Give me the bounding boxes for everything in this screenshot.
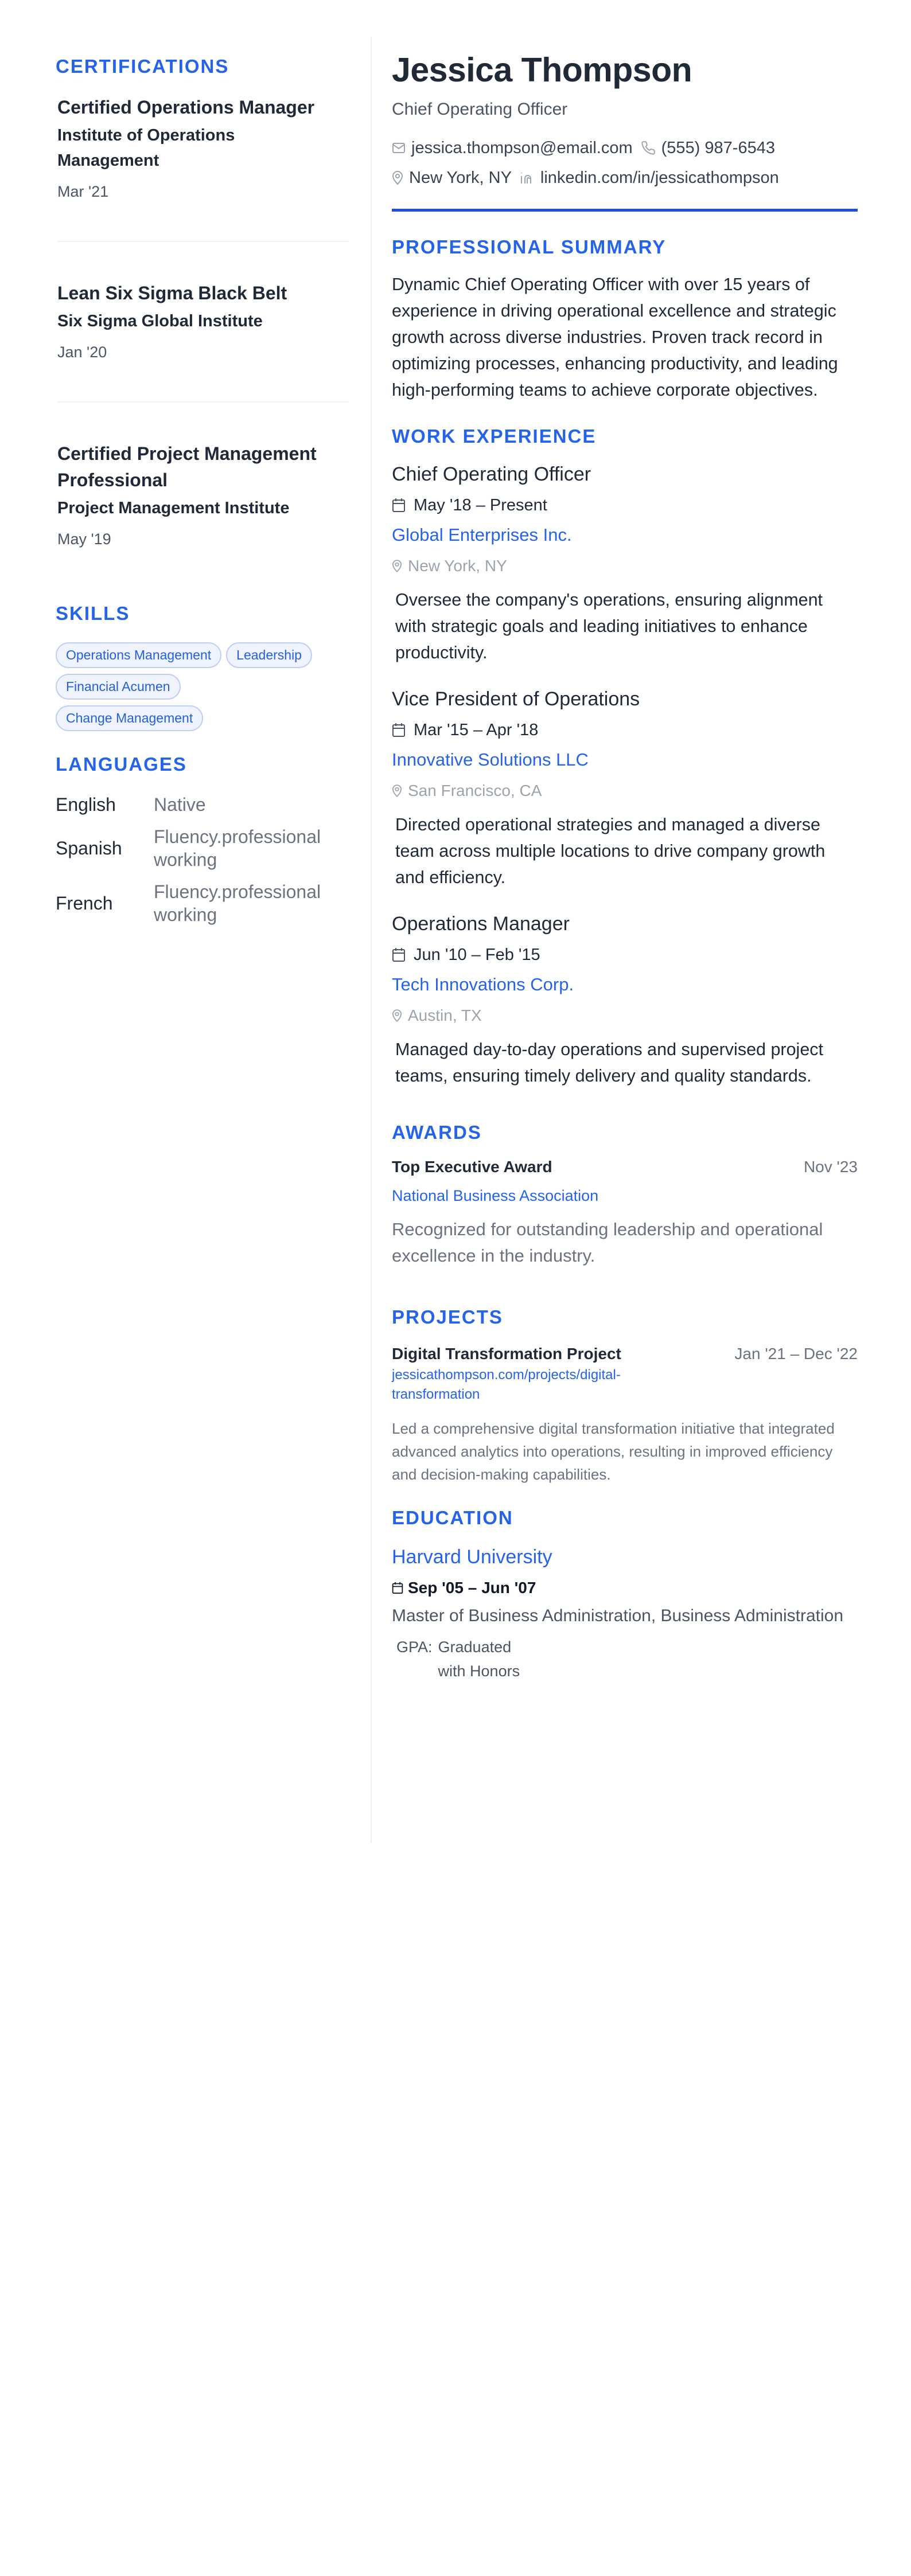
job-description: Directed operational strategies and managed a diverse team across multiple locations to drive company growth and efficiency. [395, 815, 826, 887]
language-name: French [56, 892, 113, 914]
languages-section [56, 753, 354, 926]
certification-name: Certified Operations Manager [57, 97, 315, 118]
project-name: Digital Transformation Project [392, 1345, 621, 1363]
language-row [56, 825, 354, 871]
gpa-label: GPA: [396, 1638, 433, 1656]
education-school: Harvard University [392, 1546, 552, 1568]
certification-name: Lean Six Sigma Black Belt [57, 283, 287, 303]
summary-section [392, 236, 858, 403]
skill-chip: Operations Management [56, 642, 221, 668]
skill-chip: Leadership [226, 642, 312, 668]
job-location-text: New York, NY [408, 557, 507, 575]
job-location-text: Austin, TX [408, 1006, 482, 1024]
section-title-summary: PROFESSIONAL SUMMARY [392, 236, 667, 257]
language-row [56, 793, 354, 816]
contact-linkedin[interactable] [520, 163, 779, 193]
job-dates-text: Jun '10 – Feb '15 [414, 946, 540, 964]
section-title-experience: WORK EXPERIENCE [392, 426, 597, 447]
candidate-title: Chief Operating Officer [392, 100, 568, 119]
award-date: Nov '23 [803, 1158, 858, 1176]
contact-info [392, 133, 858, 193]
job-location [392, 1003, 858, 1028]
sidebar [56, 55, 354, 935]
phone-icon [641, 140, 656, 155]
calendar-icon [392, 723, 406, 737]
job-dates [392, 717, 858, 743]
header-divider [392, 209, 858, 212]
linkedin-text: linkedin.com/in/jessicathompson [540, 169, 779, 187]
mail-icon [392, 142, 406, 154]
certification-date: Jan '20 [57, 344, 107, 361]
certification-issuer: Project Management Institute [57, 499, 290, 517]
language-row [56, 880, 354, 926]
experience-section [392, 425, 858, 1089]
language-level: Fluency.professional working [154, 881, 321, 925]
divider [57, 401, 348, 403]
certification-date: May '19 [57, 530, 111, 548]
gpa-value: Graduated with Honors [438, 1638, 520, 1680]
contact-row [392, 163, 858, 193]
project-dates: Jan '21 – Dec '22 [734, 1345, 858, 1363]
calendar-icon [392, 498, 406, 513]
contact-row [392, 133, 858, 163]
main-content [392, 49, 858, 1683]
education-section [392, 1506, 858, 1683]
skills-list [56, 642, 354, 731]
job-description: Managed day-to-day operations and supervised project teams, ensuring timely delivery and quality standards. [395, 1040, 824, 1086]
language-name: English [56, 794, 116, 815]
job-title: Chief Operating Officer [392, 463, 591, 485]
map-pin-icon [392, 170, 403, 185]
resume-header [392, 49, 858, 212]
certification-date: Mar '21 [57, 183, 109, 200]
award-header [392, 1158, 858, 1176]
section-title-education: EDUCATION [392, 1507, 513, 1528]
certification-item [56, 280, 354, 364]
award-description: Recognized for outstanding leadership and operational excellence in the industry. [392, 1219, 823, 1266]
phone-text: (555) 987-6543 [661, 139, 775, 157]
job-title: Vice President of Operations [392, 688, 640, 710]
language-level: Native [154, 794, 206, 815]
experience-item [392, 910, 858, 1089]
candidate-name: Jessica Thompson [392, 51, 692, 89]
project-link[interactable]: jessicathompson.com/projects/digital-transformation [392, 1367, 621, 1402]
job-dates-text: May '18 – Present [414, 496, 547, 514]
projects-section [392, 1306, 858, 1486]
calendar-icon [392, 1582, 403, 1594]
certification-issuer: Institute of Operations Management [57, 126, 235, 170]
award-item [392, 1158, 858, 1269]
certification-item [56, 94, 354, 203]
education-item [392, 1543, 858, 1683]
map-pin-icon [392, 784, 402, 798]
contact-location [392, 163, 512, 193]
job-dates-text: Mar '15 – Apr '18 [414, 721, 539, 739]
certification-name: Certified Project Management Professional [57, 443, 317, 490]
location-text: New York, NY [409, 169, 512, 187]
project-header [392, 1342, 858, 1404]
job-company: Innovative Solutions LLC [392, 750, 589, 770]
language-level: Fluency.professional working [154, 826, 321, 870]
language-name: Spanish [56, 837, 122, 858]
job-company: Tech Innovations Corp. [392, 974, 574, 994]
contact-email[interactable] [392, 133, 633, 163]
skill-chip: Financial Acumen [56, 674, 181, 700]
job-location-text: San Francisco, CA [408, 782, 542, 799]
certifications-section [56, 55, 354, 551]
job-dates [392, 942, 858, 967]
education-dates [392, 1575, 858, 1601]
award-issuer: National Business Association [392, 1187, 599, 1204]
contact-phone[interactable] [641, 133, 775, 163]
section-title-certifications: CERTIFICATIONS [56, 56, 229, 77]
languages-list [56, 793, 354, 926]
job-title: Operations Manager [392, 913, 570, 935]
education-gpa [392, 1635, 858, 1683]
summary-text: Dynamic Chief Operating Officer with over 15 years of experience in driving operational excellence and strategic growth across diverse industries. Proven track record in optimizing processes, enhancing productivity, and leading high-performing teams to achieve corporate objectives. [392, 275, 838, 400]
experience-item [392, 460, 858, 666]
education-degree: Master of Business Administration, Business Administration [392, 1606, 844, 1625]
calendar-icon [392, 947, 406, 962]
job-location [392, 778, 858, 803]
map-pin-icon [392, 1009, 402, 1022]
skill-chip: Change Management [56, 705, 203, 731]
job-dates [392, 493, 858, 518]
awards-section [392, 1121, 858, 1269]
experience-item [392, 685, 858, 891]
email-text: jessica.thompson@email.com [411, 139, 633, 157]
section-title-skills: SKILLS [56, 603, 130, 624]
section-title-languages: LANGUAGES [56, 754, 187, 775]
award-name: Top Executive Award [392, 1158, 552, 1176]
divider [57, 241, 348, 242]
certification-issuer: Six Sigma Global Institute [57, 312, 263, 330]
linkedin-icon [520, 171, 535, 185]
job-location [392, 553, 858, 579]
project-description: Led a comprehensive digital transformation initiative that integrated advanced analytics into operations, resulting in improved efficiency and decision-making capabilities. [392, 1420, 835, 1483]
column-divider [371, 37, 372, 1843]
certification-item [56, 440, 354, 551]
skills-section [56, 602, 354, 731]
map-pin-icon [392, 559, 402, 573]
job-description: Oversee the company's operations, ensuring alignment with strategic goals and leading initiatives to enhance productivity. [395, 590, 823, 662]
section-title-awards: AWARDS [392, 1122, 482, 1143]
job-company: Global Enterprises Inc. [392, 525, 572, 545]
project-item [392, 1342, 858, 1486]
section-title-projects: PROJECTS [392, 1306, 503, 1328]
education-dates-text: Sep '05 – Jun '07 [408, 1579, 536, 1597]
